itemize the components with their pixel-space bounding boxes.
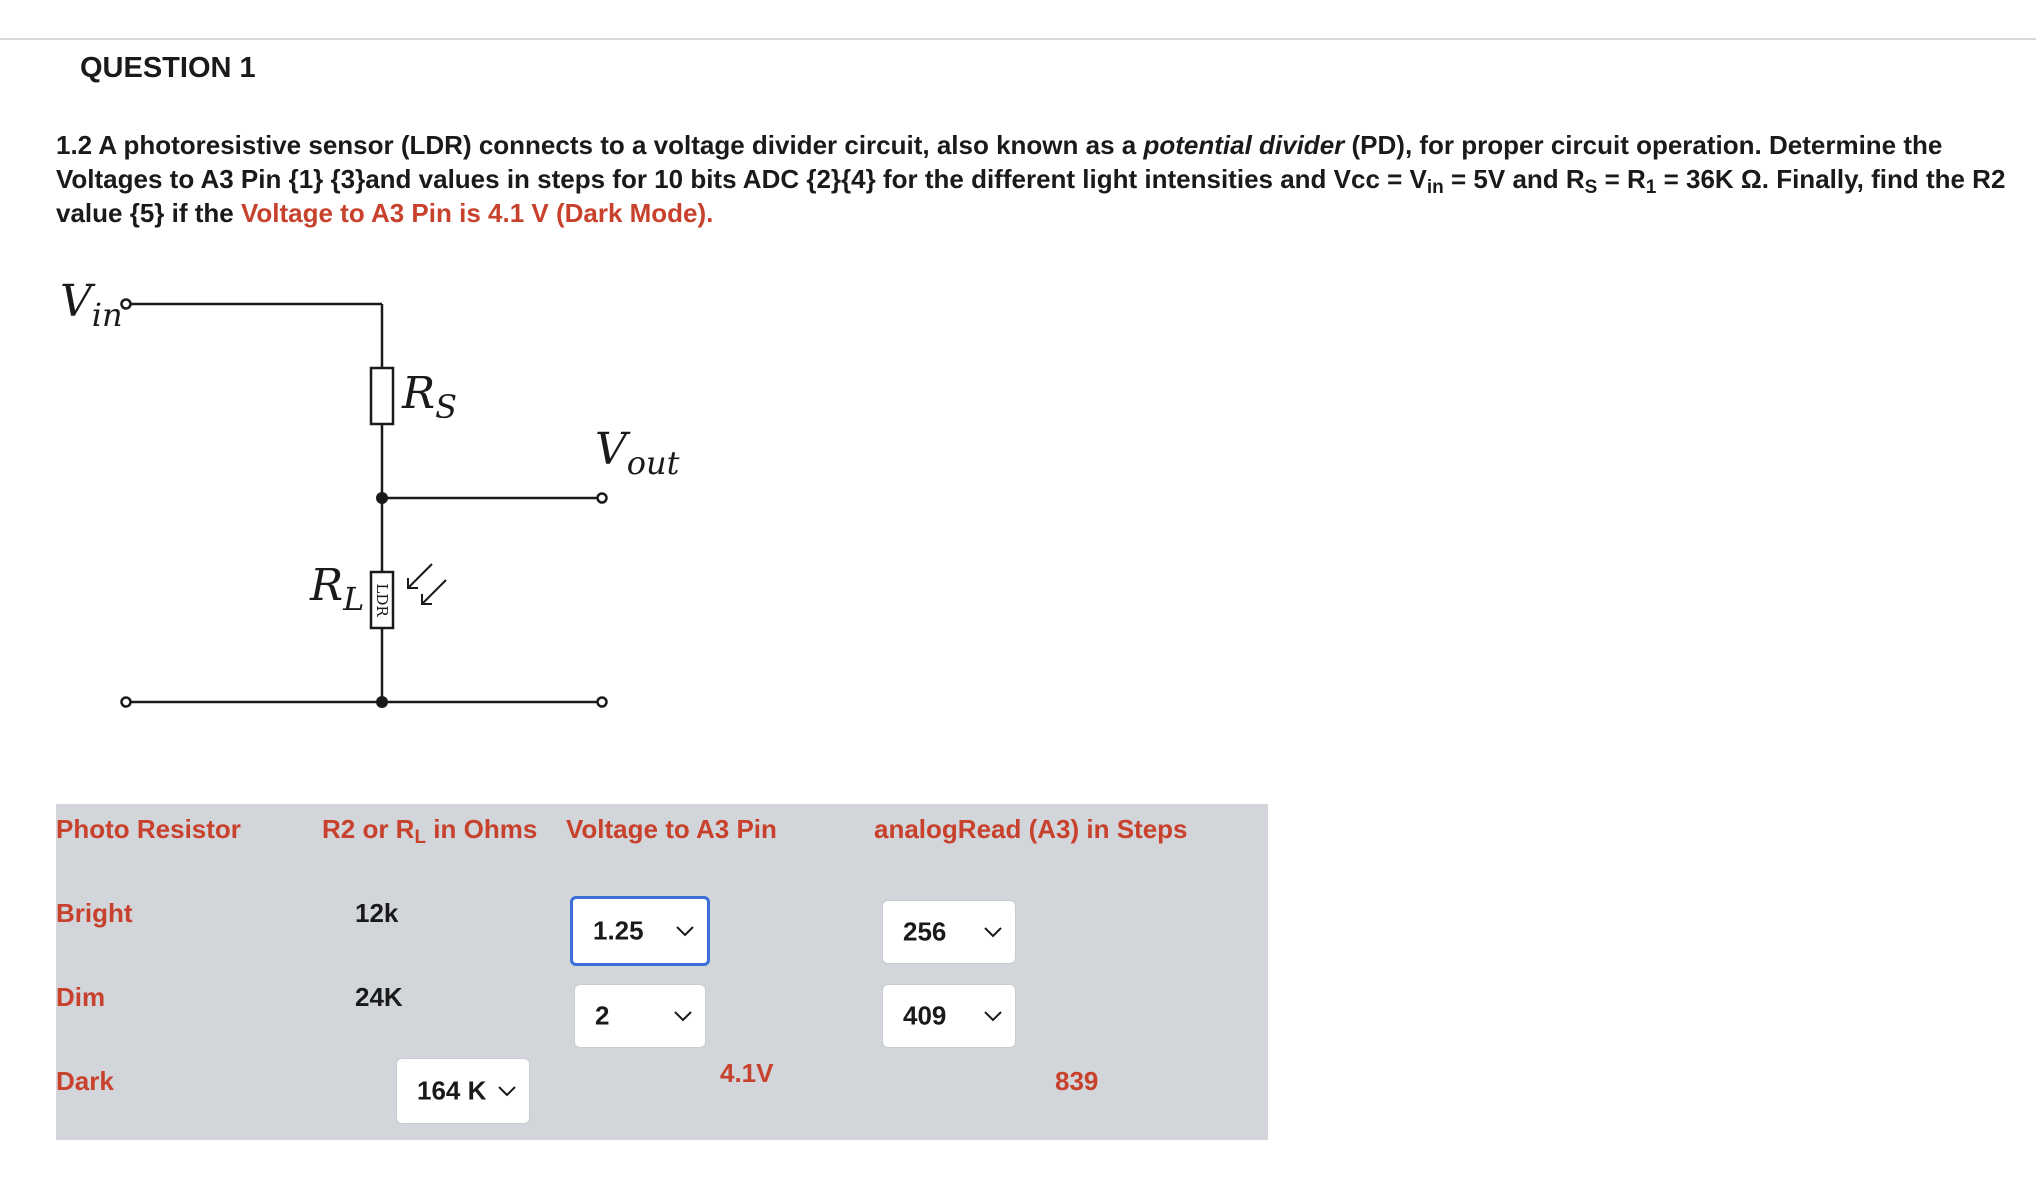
svg-text:RL [309,560,364,618]
chevron-down-icon [983,1010,1003,1022]
answer-table [56,804,1268,1140]
steps-dim-select[interactable] [882,984,1016,1048]
subscript: S [1584,177,1598,198]
voltage-dark-value: 4.1V [720,1058,774,1088]
voltage-divider-circuit [40,270,760,750]
svg-text:Vout [595,424,680,482]
svg-text:Vin [60,276,123,334]
row-label-dark: Dark [56,1066,114,1096]
question-text-emphasis: potential divider [1143,130,1345,160]
question-text-part: = 5V and R [1443,164,1585,194]
header-r2 [322,814,538,848]
select-value: 1.25 [593,915,644,946]
select-value: 409 [903,1000,947,1031]
steps-bright-select[interactable] [882,900,1016,964]
chevron-down-icon [497,1085,517,1097]
junction-dot [376,696,388,708]
question-text-highlight: Voltage to A3 Pin is 4.1 V (Dark Mode). [240,198,714,228]
ground-terminal-left [122,698,131,707]
header-photo-resistor: Photo Resistor [56,814,241,844]
chevron-down-icon [673,1010,693,1022]
rl-label: R [310,560,344,611]
r2-bright-value: 12k [355,898,399,928]
vin-label: V [60,276,92,327]
junction-dot [376,492,388,504]
ldr-text: LDR [373,583,391,617]
subscript: in [1426,177,1444,198]
r2-dark-select[interactable] [396,1058,530,1124]
header-steps: analogRead (A3) in Steps [874,814,1188,844]
question-title: QUESTION 1 [80,52,256,84]
chevron-down-icon [983,926,1003,938]
voltage-dim-select[interactable] [574,984,706,1048]
question-text-part: (PD), for proper circuit operation. Determine the Voltages to A3 Pin {1} {3}and values in steps for 10 bits ADC {2}{4} for the different light intensities and Vcc = V [56,130,1943,194]
voltage-bright-select[interactable] [570,896,710,966]
steps-dark-value: 839 [1055,1066,1099,1096]
row-label-dim: Dim [56,982,106,1012]
header-voltage: Voltage to A3 Pin [566,814,777,844]
header-r2-post: in Ohms [426,814,538,844]
select-value: 256 [903,916,947,947]
question-text-part: = R [1597,164,1646,194]
header-r2-sub: L [414,827,427,848]
rs-label: R [402,368,436,419]
vin-subscript: in [91,296,123,334]
ground-terminal-right [598,698,607,707]
row-label-bright: Bright [56,898,133,928]
rs-subscript: S [435,388,458,426]
svg-text:RS [401,368,457,426]
subscript: 1 [1645,177,1657,198]
vout-subscript: out [626,444,680,482]
question-text-part: = 36K Ω. Finally, find the R2 value {5} if the [56,164,2006,228]
select-value: 164 K [417,1075,487,1106]
vin-terminal [122,300,131,309]
r2-dim-value: 24K [355,982,403,1012]
vout-terminal [598,494,607,503]
light-arrows-icon [408,564,446,604]
select-value: 2 [595,1000,610,1031]
question-text-part: 1.2 A photoresistive sensor (LDR) connects to a voltage divider circuit, also known as a [56,130,1144,160]
resistor-rs [371,368,393,424]
top-divider [0,38,2036,40]
vout-label: V [595,424,627,475]
rl-subscript: L [343,580,365,618]
chevron-down-icon [675,925,695,937]
question-text [56,128,2016,230]
header-r2-pre: R2 or R [322,814,415,844]
